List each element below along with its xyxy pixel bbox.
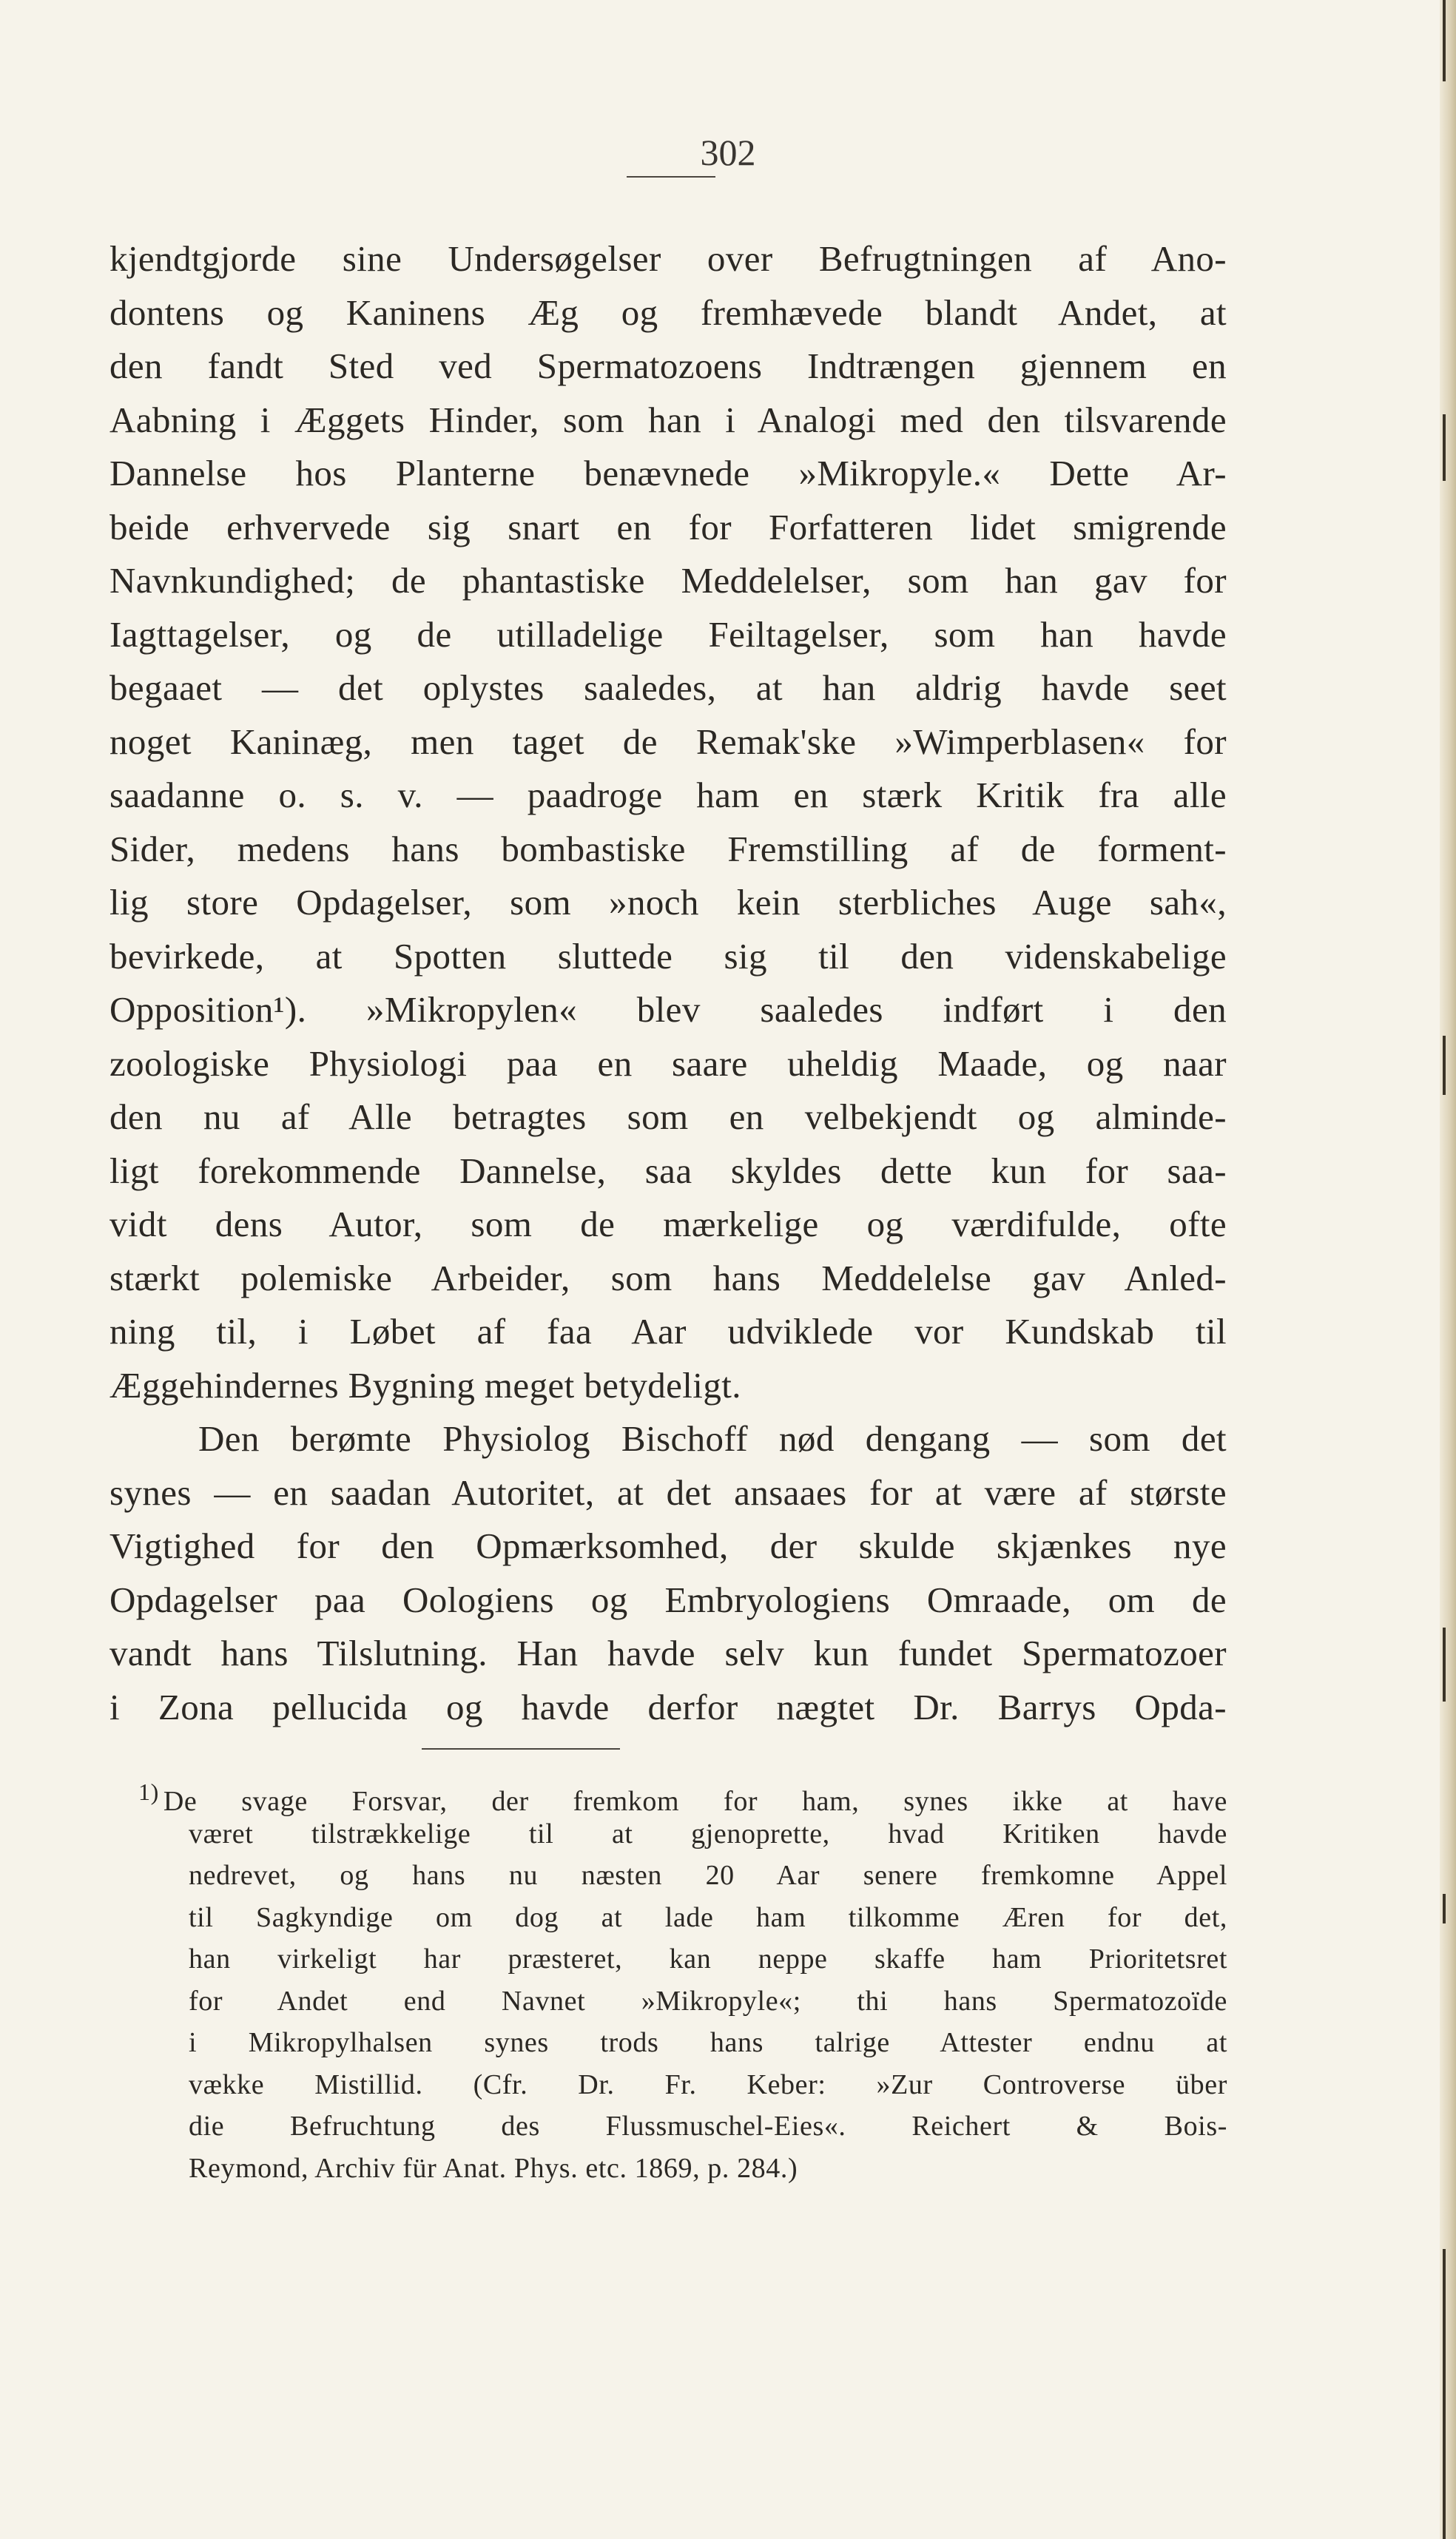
edge-mark — [1443, 414, 1446, 481]
body-line: beide erhvervede sig snart en for Forfatteren lidet smigrende — [109, 506, 1227, 547]
footnote-line: for Andet end Navnet »Mikropyle«; thi hans Spermatozoïde — [189, 1985, 1227, 2017]
body-line: Sider, medens hans bombastiske Fremstilling af de forment- — [109, 828, 1227, 869]
body-line: Opposition¹). »Mikropylen« blev saaledes indført i den — [109, 989, 1227, 1030]
footnote-line: været tilstrækkelige til at gjenoprette, hvad Kritiken havde — [189, 1818, 1227, 1850]
footnote-line: die Befruchtung des Flussmuschel-Eies«. Reichert & Bois- — [189, 2111, 1227, 2142]
body-line: Vigtighed for den Opmærksomhed, der skulde skjænkes nye — [109, 1525, 1227, 1566]
body-line: Dannelse hos Planterne benævnede »Mikropyle.« Dette Ar- — [109, 453, 1227, 493]
body-line: begaaet — det oplystes saaledes, at han aldrig havde seet — [109, 667, 1227, 708]
edge-mark — [1443, 2249, 1446, 2539]
footnote-line-text: De svage Forsvar, der fremkom for ham, synes ikke at have — [163, 1786, 1227, 1817]
footnote-rule — [422, 1748, 620, 1750]
footnote-line — [138, 1771, 1227, 1817]
page-number: 302 — [700, 132, 756, 173]
body-line: lig store Opdagelser, som »noch kein sterbliches Auge sah«, — [109, 882, 1227, 923]
body-line: dontens og Kaninens Æg og fremhævede blandt Andet, at — [109, 291, 1227, 333]
body-line: zoologiske Physiologi paa en saare uheldig Maade, og naar — [109, 1042, 1227, 1084]
edge-mark — [1443, 1036, 1446, 1095]
footnote-line: i Mikropylhalsen synes trods hans talrige Attester endnu at — [189, 2027, 1227, 2058]
body-line: noget Kaninæg, men taget de Remak'ske »Wimperblasen« for — [109, 721, 1227, 762]
body-line: Den berømte Physiolog Bischoff nød dengang — som det — [198, 1418, 1227, 1459]
body-line: vandt hans Tilslutning. Han havde selv kun fundet Spermatozoer — [109, 1633, 1227, 1673]
footnote-line: han virkeligt har præsteret, kan neppe skaffe ham Prioritetsret — [189, 1943, 1227, 1975]
body-text — [109, 232, 1227, 1734]
footnote-marker: 1) — [138, 1778, 159, 1805]
body-line: vidt dens Autor, som de mærkelige og værdifulde, ofte — [109, 1204, 1227, 1244]
body-line: Iagttagelser, og de utilladelige Feiltagelser, som han havde — [109, 613, 1227, 655]
edge-mark — [1443, 1628, 1446, 1702]
body-line: ligt forekommende Dannelse, saa skyldes dette kun for saa- — [109, 1150, 1227, 1191]
body-line: Æggehindernes Bygning meget betydeligt. — [109, 1364, 741, 1406]
page-edge — [1440, 0, 1456, 2539]
page-number-rule — [627, 176, 715, 178]
body-line: bevirkede, at Spotten sluttede sig til den videnskabelige — [109, 935, 1227, 977]
footnote-line: vække Mistillid. (Cfr. Dr. Fr. Keber: »Zur Controverse über — [189, 2068, 1227, 2100]
body-line: i Zona pellucida og havde derfor nægtet Dr. Barrys Opda- — [109, 1686, 1227, 1727]
body-line: synes — en saadan Autoritet, at det ansaaes for at være af største — [109, 1471, 1227, 1513]
body-line: den fandt Sted ved Spermatozoens Indtrængen gjennem en — [109, 345, 1227, 386]
body-line: Opdagelser paa Oologiens og Embryologiens Omraade, om de — [109, 1579, 1227, 1620]
body-line: Navnkundighed; de phantastiske Meddelelser, som han gav for — [109, 560, 1227, 601]
edge-mark — [1443, 1894, 1446, 1923]
body-line: kjendtgjorde sine Undersøgelser over Befrugtningen af Ano- — [109, 238, 1227, 279]
edge-mark — [1443, 0, 1446, 81]
footnote-line: nedrevet, og hans nu næsten 20 Aar senere fremkomne Appel — [189, 1860, 1227, 1891]
footnote — [138, 1771, 1227, 2189]
body-line: saadanne o. s. v. — paadroge ham en stærk Kritik fra alle — [109, 775, 1227, 815]
body-line: den nu af Alle betragtes som en velbekjendt og alminde- — [109, 1096, 1227, 1137]
footnote-line: til Sagkyndige om dog at lade ham tilkomme Æren for det, — [189, 1901, 1227, 1933]
footnote-line: Reymond, Archiv für Anat. Phys. etc. 1869, p. 284.) — [189, 2152, 798, 2184]
body-line: ning til, i Løbet af faa Aar udviklede vor Kundskab til — [109, 1311, 1227, 1352]
body-line: Aabning i Æggets Hinder, som han i Analogi med den tilsvarende — [109, 399, 1227, 440]
body-line: stærkt polemiske Arbeider, som hans Meddelelse gav Anled- — [109, 1257, 1227, 1298]
